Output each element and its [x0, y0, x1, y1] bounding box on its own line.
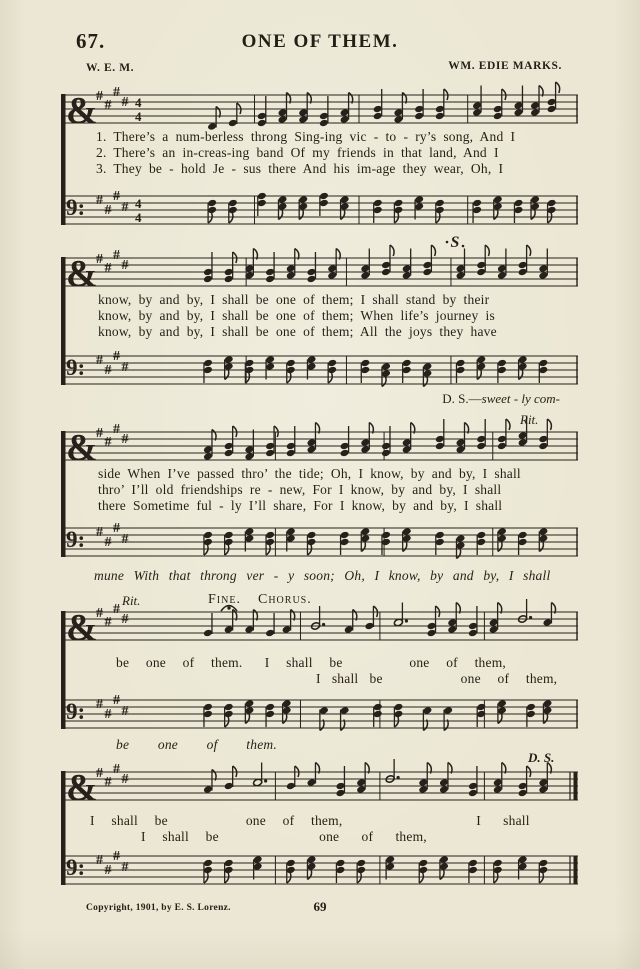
svg-text:#: # — [96, 697, 103, 712]
lyric-chorus-line2: I shall be one of them, — [316, 671, 558, 686]
svg-text:#: # — [96, 89, 103, 104]
svg-text:#: # — [104, 775, 112, 790]
svg-text:#: # — [121, 860, 129, 875]
svg-text:#: # — [104, 863, 112, 878]
svg-text:#: # — [113, 693, 120, 708]
lyric-s3-line3: there Sometime ful - ly I’ll share, For I know, by and by, I shall — [98, 498, 503, 513]
svg-text:#: # — [121, 704, 129, 719]
svg-text:4: 4 — [135, 95, 142, 110]
ds-sign-label: D. S. — [528, 750, 555, 765]
lyric-verse-1: 1. There’s a num-berless throng Sing-ing vic - to - ry’s song, And I — [96, 129, 516, 144]
svg-text:#: # — [104, 98, 112, 113]
lyric-chorus-echo: be one of them. — [116, 737, 277, 752]
svg-text:#: # — [96, 606, 103, 621]
svg-text:#: # — [121, 360, 129, 375]
svg-text:#: # — [96, 353, 103, 368]
svg-text:#: # — [104, 615, 112, 630]
ritard-marking-1: Rit. — [520, 412, 539, 427]
svg-text:&: & — [66, 427, 98, 469]
svg-text:9:: 9: — [66, 699, 86, 724]
lyric-verse-3: 3. They be - hold Je - sus there And his im-age they wear, Oh, I — [96, 161, 504, 176]
composer-name: WM. EDIE MARKS. — [448, 60, 562, 72]
hymn-number: 67. — [76, 29, 106, 53]
svg-text:#: # — [96, 853, 103, 868]
chorus-heading: Chorus. — [258, 592, 312, 607]
svg-text:9:: 9: — [66, 195, 86, 220]
lyric-s2-line2: know, by and by, I shall be one of them; When life’s journey is — [98, 308, 495, 323]
svg-text:S: S — [450, 234, 460, 251]
svg-text:#: # — [104, 435, 112, 450]
lyric-ds-continuation: mune With that throng ver - y soon; Oh, I know, by and by, I shall — [94, 568, 551, 583]
svg-text:#: # — [113, 762, 120, 777]
svg-text:9:: 9: — [66, 527, 86, 552]
svg-text:#: # — [113, 422, 120, 437]
copyright-notice: Copyright, 1901, by E. S. Lorenz. — [86, 903, 231, 913]
svg-text:9:: 9: — [66, 355, 86, 380]
svg-text:#: # — [96, 426, 103, 441]
lyric-verse-2: 2. There’s an in-creas-ing band Of my friends in that land, And I — [96, 145, 499, 160]
page-title-row — [0, 31, 640, 53]
svg-text:9:: 9: — [66, 855, 86, 880]
ds-prefix: D. S.— — [442, 391, 482, 406]
svg-text:#: # — [113, 85, 120, 100]
ds-instruction-text: sweet - ly com- — [481, 391, 560, 406]
svg-text:#: # — [113, 521, 120, 536]
lyric-s2-line1: know, by and by, I shall be one of them; I shall stand by their — [98, 292, 490, 307]
svg-text:#: # — [121, 95, 129, 110]
svg-text:&: & — [66, 90, 98, 132]
svg-text:#: # — [113, 248, 120, 263]
svg-text:#: # — [113, 189, 120, 204]
lyric-s5-line2: I shall be one of them, — [141, 829, 427, 844]
svg-text:#: # — [96, 766, 103, 781]
author-initials: W. E. M. — [86, 62, 135, 74]
svg-text:#: # — [104, 261, 112, 276]
svg-text:#: # — [113, 849, 120, 864]
hymn-title: ONE OF THEM. — [241, 31, 399, 52]
svg-text:#: # — [121, 532, 129, 547]
svg-text:#: # — [96, 193, 103, 208]
svg-text:#: # — [121, 612, 129, 627]
svg-text:4: 4 — [135, 109, 142, 124]
svg-text:#: # — [104, 535, 112, 550]
lyric-s5-line1: I shall be one of them, I shall — [90, 813, 530, 828]
svg-text:&: & — [66, 253, 98, 295]
segno-icon — [446, 234, 465, 251]
svg-text:#: # — [113, 602, 120, 617]
svg-text:#: # — [121, 200, 129, 215]
svg-text:#: # — [96, 525, 103, 540]
lyric-s3-line1: side When I’ve passed thro’ the tide; Oh, I know, by and by, I shall — [98, 466, 521, 481]
svg-text:#: # — [121, 772, 129, 787]
svg-text:#: # — [104, 363, 112, 378]
svg-text:#: # — [104, 707, 112, 722]
svg-text:&: & — [66, 607, 98, 649]
lyric-s2-line3: know, by and by, I shall be one of them; All the joys they have — [98, 324, 497, 339]
svg-text:4: 4 — [135, 210, 142, 225]
svg-text:#: # — [121, 432, 129, 447]
svg-text:#: # — [104, 203, 112, 218]
fine-marking: Fine. — [208, 592, 241, 607]
ds-instruction — [442, 391, 560, 407]
svg-text:&: & — [66, 767, 98, 809]
lyric-chorus-line1: be one of them. I shall be one of them, — [116, 655, 506, 670]
page-number: 69 — [313, 899, 327, 914]
ritard-marking-2: Rit. — [122, 593, 141, 608]
lyric-s3-line2: thro’ I’ll old friendships re - new, For I know, by and by, I shall — [98, 482, 502, 497]
svg-text:#: # — [121, 258, 129, 273]
svg-text:#: # — [113, 349, 120, 364]
svg-text:#: # — [96, 252, 103, 267]
svg-text:4: 4 — [135, 196, 142, 211]
